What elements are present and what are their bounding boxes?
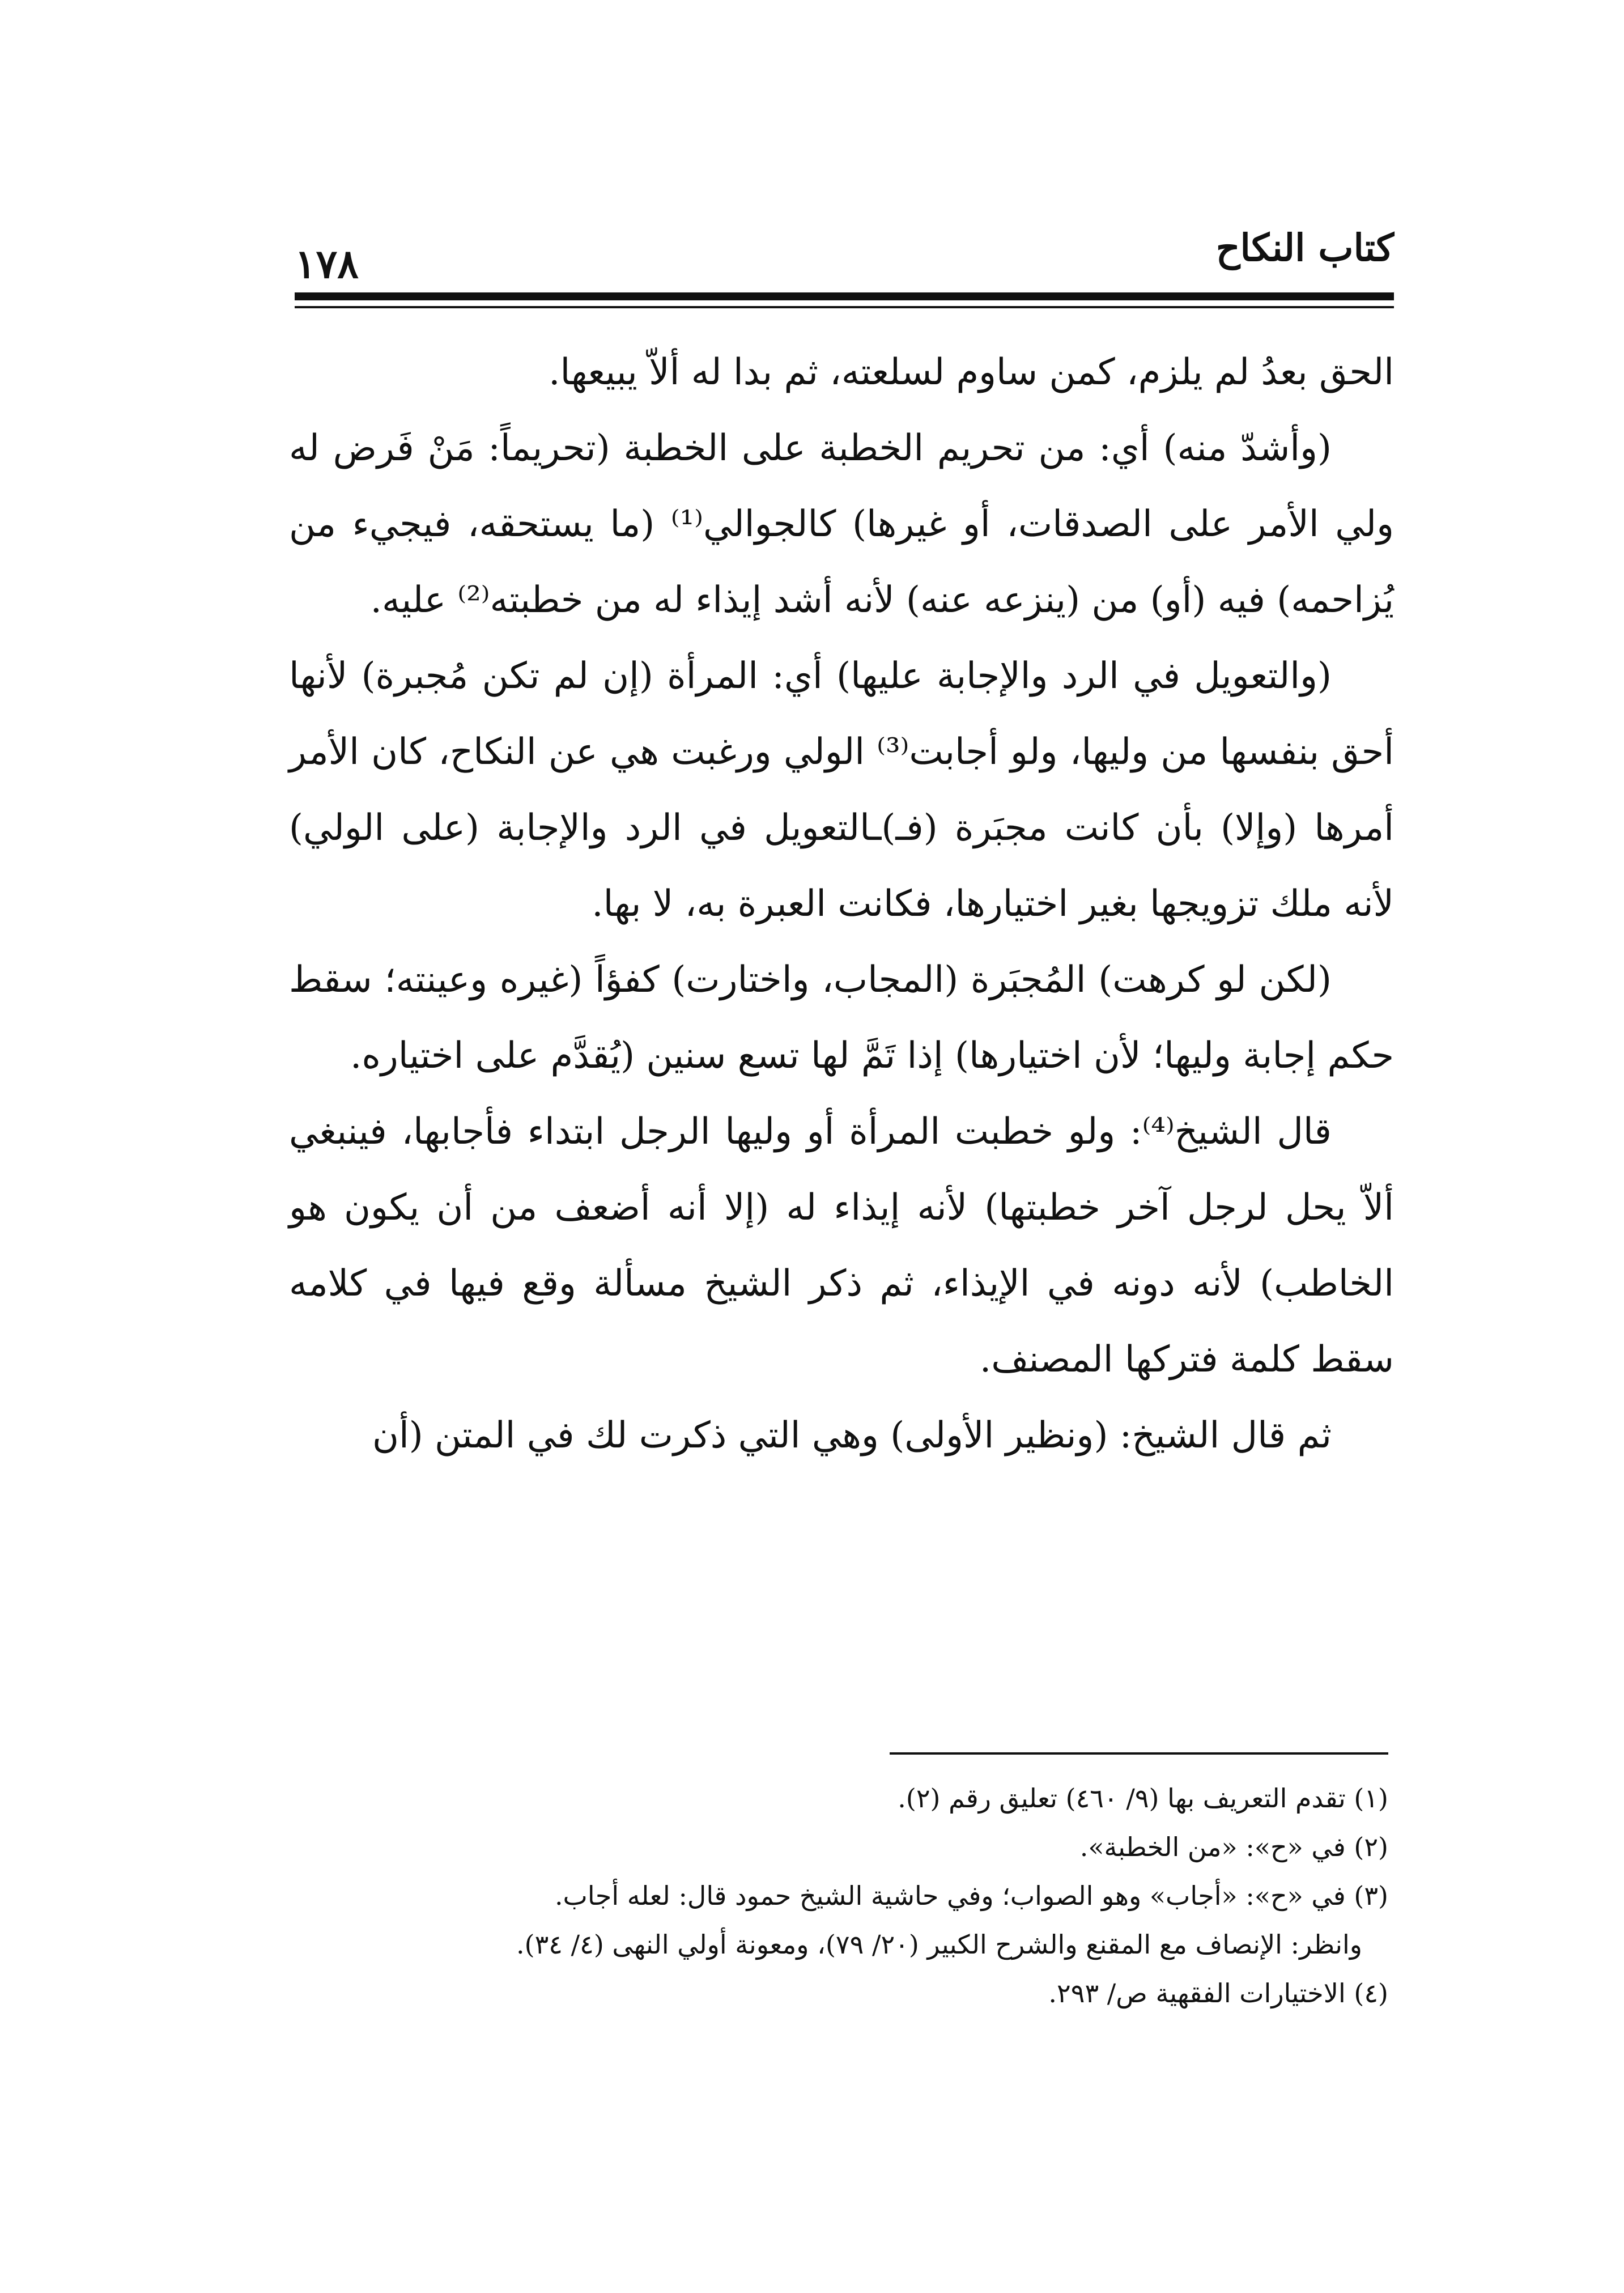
page-number: ١٧٨ <box>295 240 359 287</box>
paragraph: ثم قال الشيخ: (ونظير الأولى) وهي التي ذكرت لك في المتن (أن <box>372 1415 1332 1457</box>
footnote-separator <box>890 1752 1388 1755</box>
paragraph: (والتعويل في الرد والإجابة عليها) أي: المرأة (إن لم تكن مُجبرة) لأنها أحق بنفسها من وليها، ولو أجابت⁽³⁾ الولي ورغبت هي عن النكاح، كان الأمر أمرها (وإلا) بأن كانت مجبَرة (فـ)ـالتعويل في الرد والإجابة (على الولي) لأنه ملك تزويجها بغير اختيارها، فكانت العبرة به، لا بها. <box>289 655 1395 925</box>
footnote-3: (٣) في «ح»: «أجاب» وهو الصواب؛ وفي حاشية الشيخ حمود قال: لعله أجاب. <box>554 1880 1388 1911</box>
header-rule-thin <box>295 306 1394 308</box>
paragraph-continuation: الحق بعدُ لم يلزم، كمن ساوم لسلعته، ثم بدا له ألاّ يبيعها. <box>549 351 1394 393</box>
paragraph: (لكن لو كرهت) المُجبَرة (المجاب، واختارت) كفؤاً (غيره وعينته؛ سقط حكم إجابة وليها؛ لأن اختيارها) إذا تَمَّ لها تسع سنين (يُقدَّم على اختياره. <box>289 959 1394 1077</box>
page-header <box>295 226 1394 288</box>
book-title: كتاب النكاح <box>1215 226 1394 270</box>
footnote-1: (١) تقدم التعريف بها (٩/ ٤٦٠) تعليق رقم (٢). <box>898 1783 1388 1814</box>
paragraph: (وأشدّ منه) أي: من تحريم الخطبة على الخطبة (تحريماً: مَنْ فَرض له ولي الأمر على الصدقات، أو غيرها) كالجوالي⁽¹⁾ (ما يستحقه، فيجيء من يُزاحمه) فيه (أو) من (ينزعه عنه) لأنه أشد إيذاء له من خطبته⁽²⁾ عليه. <box>289 427 1395 621</box>
footnotes <box>295 1774 1388 2018</box>
footnote-4: (٤) الاختيارات الفقهية ص/ ٢٩٣. <box>1048 1978 1388 2009</box>
header-rule-thick <box>295 292 1394 300</box>
main-text <box>289 334 1394 1706</box>
paragraph: قال الشيخ⁽⁴⁾: ولو خطبت المرأة أو وليها الرجل ابتداء فأجابها، فينبغي ألاّ يحل لرجل آخر خطبتها) لأنه إيذاء له (إلا أنه أضعف من أن يكون هو الخاطب) لأنه دونه في الإيذاء، ثم ذكر الشيخ مسألة وقع فيها في كلامه سقط كلمة فتركها المصنف. <box>289 1111 1394 1381</box>
footnote-3-continuation: وانظر: الإنصاف مع المقنع والشرح الكبير (٢٠/ ٧٩)، ومعونة أولي النهى (٤/ ٣٤). <box>516 1929 1362 1960</box>
footnote-2: (٢) في «ح»: «من الخطبة». <box>1079 1832 1388 1862</box>
